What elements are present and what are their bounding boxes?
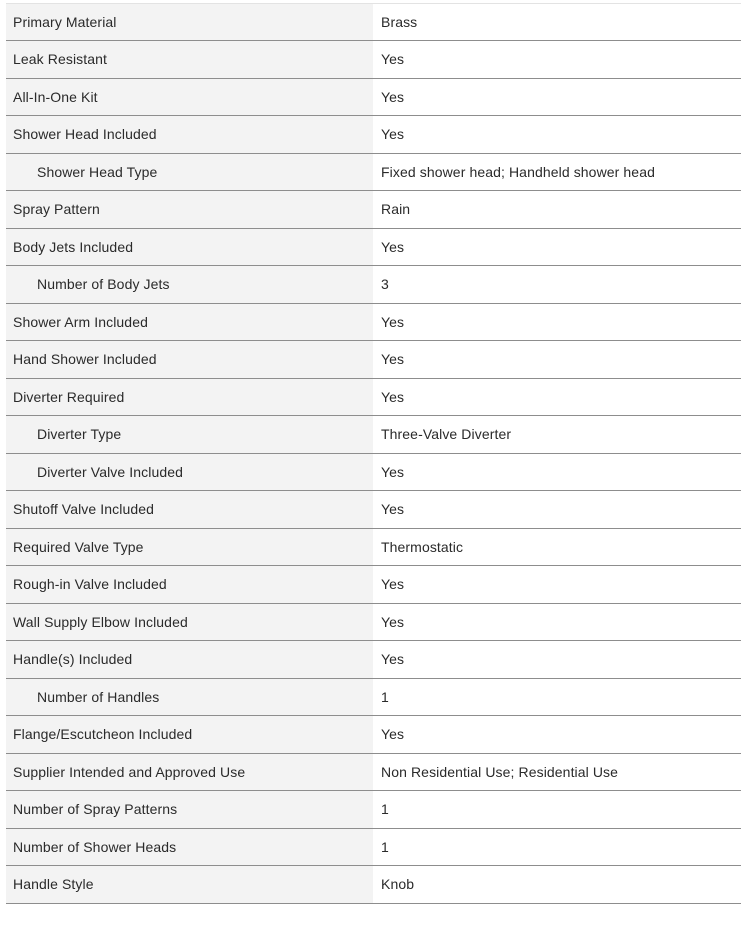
spec-value: Knob bbox=[373, 866, 741, 903]
spec-label: Rough-in Valve Included bbox=[6, 566, 373, 603]
spec-row bbox=[6, 191, 741, 229]
spec-label: Primary Material bbox=[6, 4, 373, 40]
spec-label: Diverter Required bbox=[6, 379, 373, 416]
spec-label: Shower Arm Included bbox=[6, 304, 373, 341]
spec-row bbox=[6, 529, 741, 567]
spec-row bbox=[6, 791, 741, 829]
spec-value: Yes bbox=[373, 716, 741, 753]
spec-value: Yes bbox=[373, 566, 741, 603]
spec-value: Yes bbox=[373, 604, 741, 641]
spec-row bbox=[6, 491, 741, 529]
spec-row bbox=[6, 641, 741, 679]
spec-value: Yes bbox=[373, 641, 741, 678]
spec-row bbox=[6, 304, 741, 342]
spec-row bbox=[6, 416, 741, 454]
spec-row bbox=[6, 866, 741, 904]
spec-row bbox=[6, 79, 741, 117]
spec-label: Number of Handles bbox=[6, 679, 373, 716]
spec-value: Yes bbox=[373, 41, 741, 78]
spec-value: Yes bbox=[373, 116, 741, 153]
spec-row bbox=[6, 116, 741, 154]
spec-label: All-In-One Kit bbox=[6, 79, 373, 116]
spec-value: Yes bbox=[373, 491, 741, 528]
spec-label: Body Jets Included bbox=[6, 229, 373, 266]
spec-label: Diverter Type bbox=[6, 416, 373, 453]
spec-label: Shutoff Valve Included bbox=[6, 491, 373, 528]
spec-row bbox=[6, 754, 741, 792]
spec-value: Fixed shower head; Handheld shower head bbox=[373, 154, 741, 191]
spec-value: Thermostatic bbox=[373, 529, 741, 566]
spec-row bbox=[6, 341, 741, 379]
spec-row bbox=[6, 829, 741, 867]
spec-value: Yes bbox=[373, 379, 741, 416]
spec-row bbox=[6, 454, 741, 492]
spec-label: Number of Spray Patterns bbox=[6, 791, 373, 828]
spec-label: Shower Head Type bbox=[6, 154, 373, 191]
spec-label: Spray Pattern bbox=[6, 191, 373, 228]
spec-row bbox=[6, 566, 741, 604]
spec-row bbox=[6, 41, 741, 79]
spec-row bbox=[6, 266, 741, 304]
spec-value: Three-Valve Diverter bbox=[373, 416, 741, 453]
spec-value: Brass bbox=[373, 4, 741, 40]
specifications-table bbox=[6, 3, 741, 904]
spec-label: Number of Body Jets bbox=[6, 266, 373, 303]
spec-row bbox=[6, 229, 741, 267]
spec-value: Yes bbox=[373, 454, 741, 491]
spec-value: Yes bbox=[373, 304, 741, 341]
spec-value: Yes bbox=[373, 341, 741, 378]
spec-label: Hand Shower Included bbox=[6, 341, 373, 378]
spec-value: Yes bbox=[373, 229, 741, 266]
spec-label: Diverter Valve Included bbox=[6, 454, 373, 491]
spec-label: Shower Head Included bbox=[6, 116, 373, 153]
spec-value: Rain bbox=[373, 191, 741, 228]
spec-value: 3 bbox=[373, 266, 741, 303]
spec-row bbox=[6, 604, 741, 642]
spec-label: Number of Shower Heads bbox=[6, 829, 373, 866]
spec-value: Yes bbox=[373, 79, 741, 116]
spec-label: Handle Style bbox=[6, 866, 373, 903]
spec-row bbox=[6, 679, 741, 717]
spec-label: Required Valve Type bbox=[6, 529, 373, 566]
spec-value: 1 bbox=[373, 829, 741, 866]
spec-label: Handle(s) Included bbox=[6, 641, 373, 678]
spec-value: Non Residential Use; Residential Use bbox=[373, 754, 741, 791]
spec-row bbox=[6, 716, 741, 754]
spec-value: 1 bbox=[373, 791, 741, 828]
spec-label: Flange/Escutcheon Included bbox=[6, 716, 373, 753]
spec-row bbox=[6, 4, 741, 41]
spec-row bbox=[6, 379, 741, 417]
spec-label: Leak Resistant bbox=[6, 41, 373, 78]
spec-label: Wall Supply Elbow Included bbox=[6, 604, 373, 641]
spec-row bbox=[6, 154, 741, 192]
spec-value: 1 bbox=[373, 679, 741, 716]
spec-label: Supplier Intended and Approved Use bbox=[6, 754, 373, 791]
